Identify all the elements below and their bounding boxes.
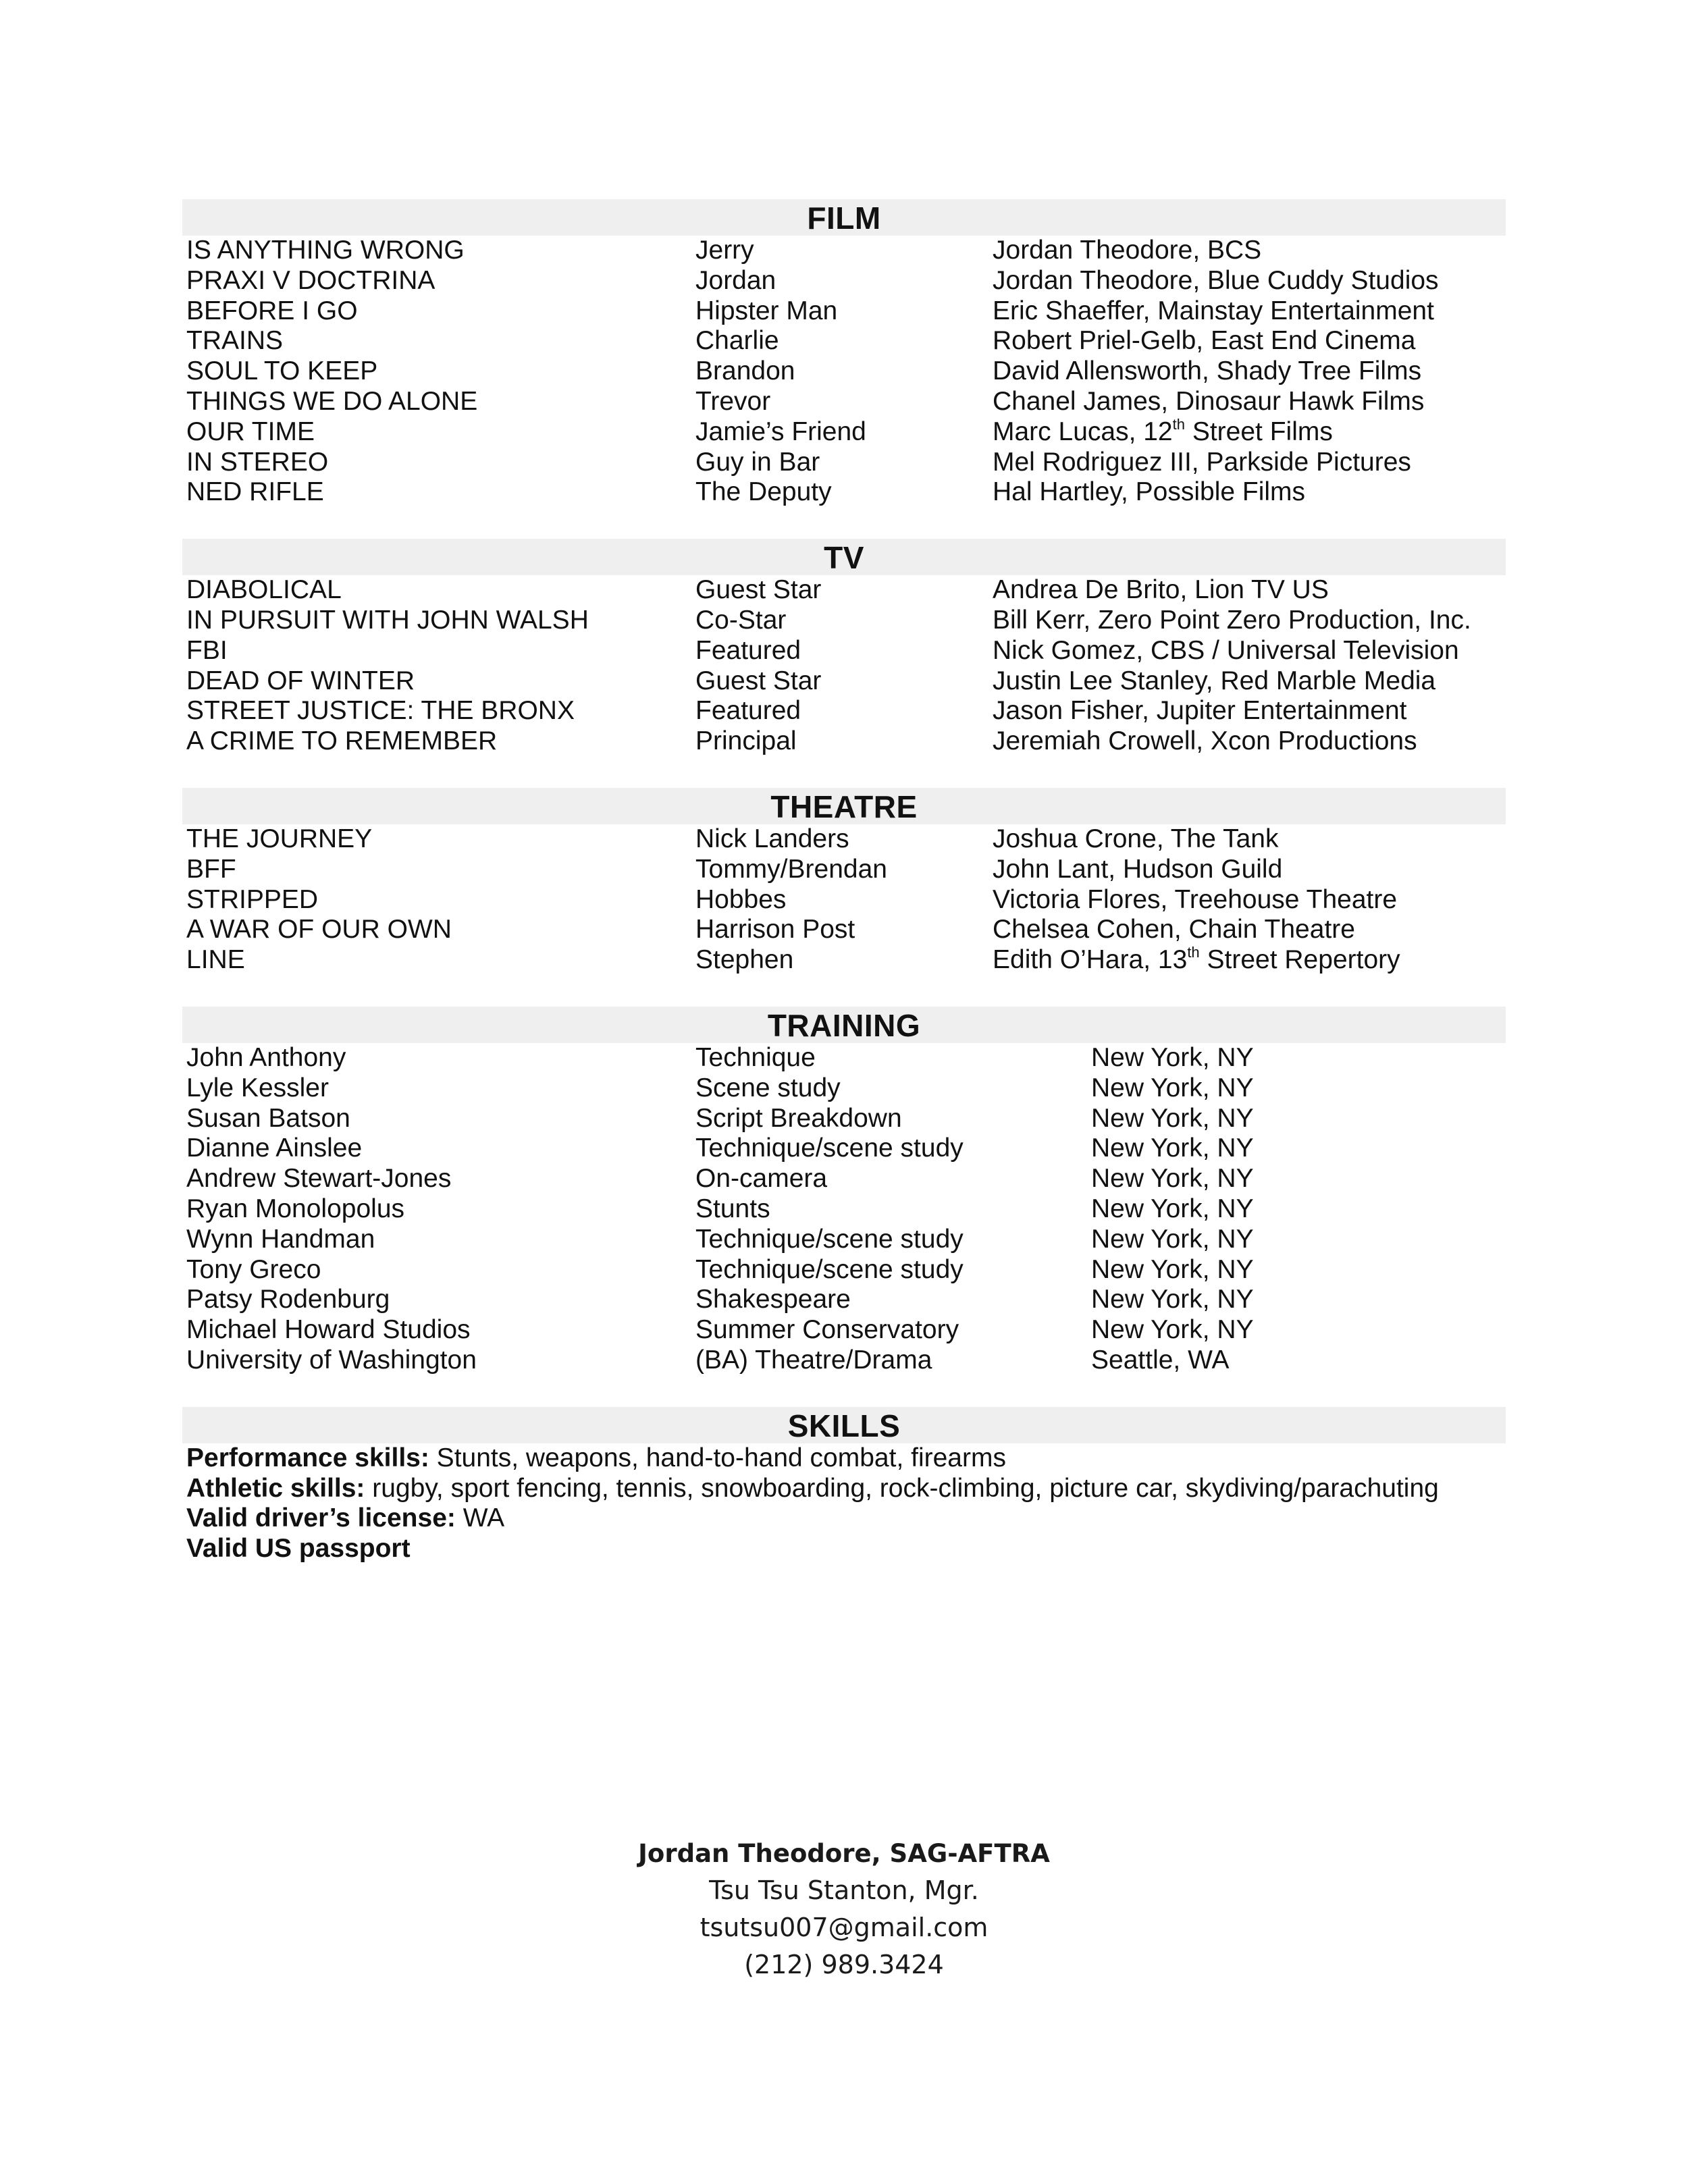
film-section [182,199,1506,508]
training-header: TRAINING [182,1007,1506,1043]
skills-header: SKILLS [182,1407,1506,1443]
training-row [186,1134,1506,1164]
credit-title: IS ANYTHING WRONG [186,236,465,265]
credit-row [186,606,1506,636]
actor-name: Jordan Theodore, SAG-AFTRA [638,1839,1050,1868]
credit-role: Jerry [695,236,754,265]
training-location: New York, NY [1091,1134,1254,1163]
credit-role: Harrison Post [695,915,855,944]
training-row [186,1073,1506,1104]
credit-row [186,885,1506,915]
film-header: FILM [182,199,1506,236]
credit-row [186,915,1506,945]
training-teacher: Susan Batson [186,1103,350,1133]
credit-company: Bill Kerr, Zero Point Zero Production, Inc. [993,605,1471,635]
credit-company-part: Street Films [1184,417,1333,446]
credit-title: IN STEREO [186,447,329,477]
credit-title: STREET JUSTICE: THE BRONX [186,696,575,726]
training-teacher: Patsy Rodenburg [186,1285,390,1314]
training-subject: Technique/scene study [695,1254,964,1284]
credit-title: SOUL TO KEEP [186,356,378,386]
tv-header: TV [182,539,1506,575]
training-location: Seattle, WA [1091,1345,1230,1375]
credit-role: Hipster Man [695,296,838,325]
credit-company: Victoria Flores, Treehouse Theatre [993,884,1398,914]
credit-row [186,945,1506,976]
training-location: New York, NY [1091,1224,1254,1254]
credit-company: Jordan Theodore, Blue Cuddy Studios [993,265,1439,295]
contact-email[interactable]: tsutsu007@gmail.com [700,1913,988,1942]
credit-row [186,666,1506,697]
credit-row [186,236,1506,266]
credit-company-part: Edith O’Hara, 13 [993,945,1188,975]
credit-row [186,296,1506,327]
skill-value: Stunts, weapons, hand-to-hand combat, firearms [429,1443,1006,1472]
credit-row [186,696,1506,726]
credit-title: A WAR OF OUR OWN [186,915,452,944]
training-subject: Technique/scene study [695,1134,964,1163]
credit-row [186,477,1506,508]
credit-title: THE JOURNEY [186,824,373,853]
credit-company: Robert Priel-Gelb, East End Cinema [993,326,1416,356]
credit-role: Hobbes [695,884,787,914]
training-teacher: Andrew Stewart-Jones [186,1164,452,1194]
credit-role: Featured [695,696,801,726]
training-location: New York, NY [1091,1042,1254,1072]
credit-title: PRAXI V DOCTRINA [186,265,436,295]
training-row [186,1104,1506,1134]
credit-row [186,824,1506,855]
credit-company [993,417,1506,448]
credit-company: Justin Lee Stanley, Red Marble Media [993,666,1436,695]
credit-company: Mel Rodriguez III, Parkside Pictures [993,447,1411,477]
credit-role: Brandon [695,356,795,386]
credit-role: Principal [695,726,797,756]
contact-phone[interactable]: (212) 989.3424 [744,1950,944,1979]
credit-company-part: Marc Lucas, 12 [993,417,1173,446]
training-location: New York, NY [1091,1254,1254,1284]
skill-line [186,1503,1506,1534]
tv-section [182,539,1506,757]
training-teacher: Ryan Monolopolus [186,1194,405,1223]
credit-role: Guest Star [695,575,822,605]
skill-label: Athletic skills: [186,1473,365,1503]
credit-company: Jordan Theodore, BCS [993,236,1262,265]
credit-company: Eric Shaeffer, Mainstay Entertainment [993,296,1434,325]
credit-row [186,636,1506,666]
credit-role: Guy in Bar [695,447,820,477]
credit-title: FBI [186,635,228,665]
training-location: New York, NY [1091,1103,1254,1133]
skill-line [186,1443,1506,1474]
training-subject: Technique [695,1042,816,1072]
theatre-section [182,788,1506,976]
credit-role: Co-Star [695,605,787,635]
skill-label: Valid driver’s license: [186,1503,456,1533]
credit-company: Chanel James, Dinosaur Hawk Films [993,386,1425,416]
credit-title: THINGS WE DO ALONE [186,386,478,416]
credit-title: OUR TIME [186,417,315,446]
training-subject: Script Breakdown [695,1103,902,1133]
training-teacher: John Anthony [186,1042,346,1072]
credit-role: Guest Star [695,666,822,695]
credit-row [186,448,1506,478]
training-row [186,1194,1506,1225]
credit-role: Nick Landers [695,824,849,853]
skill-label: Valid US passport [186,1534,411,1564]
training-subject: On-camera [695,1164,828,1194]
training-subject: Technique/scene study [695,1224,964,1254]
credit-role: Tommy/Brendan [695,854,887,884]
credit-company: Jason Fisher, Jupiter Entertainment [993,696,1407,726]
credit-title: BFF [186,854,236,884]
skill-value: WA [455,1503,505,1533]
credit-role: Jamie’s Friend [695,417,866,446]
training-location: New York, NY [1091,1164,1254,1194]
credit-company [993,945,1506,976]
credit-company: Chelsea Cohen, Chain Theatre [993,915,1355,944]
credit-title: BEFORE I GO [186,296,358,325]
credit-row [186,326,1506,356]
theatre-header: THEATRE [182,788,1506,824]
credit-title: STRIPPED [186,884,319,914]
credit-role: Charlie [695,326,779,356]
training-row [186,1346,1506,1376]
training-location: New York, NY [1091,1285,1254,1314]
credit-title: IN PURSUIT WITH JOHN WALSH [186,605,589,635]
credit-company: John Lant, Hudson Guild [993,854,1283,884]
resume-page [182,199,1506,1595]
training-subject: (BA) Theatre/Drama [695,1345,932,1375]
training-location: New York, NY [1091,1073,1254,1102]
credit-role: The Deputy [695,477,832,507]
training-subject: Stunts [695,1194,770,1223]
training-teacher: Michael Howard Studios [186,1315,471,1345]
contact-block [0,1835,1688,1983]
skill-value: rugby, sport fencing, tennis, snowboarding, rock-climbing, picture car, skydiving/parachuting [365,1473,1439,1503]
training-subject: Summer Conservatory [695,1315,959,1345]
manager-name: Tsu Tsu Stanton, Mgr. [709,1875,979,1905]
credit-row [186,266,1506,296]
training-subject: Scene study [695,1073,841,1102]
credit-title: A CRIME TO REMEMBER [186,726,498,756]
training-location: New York, NY [1091,1194,1254,1223]
credit-title: LINE [186,945,245,975]
training-teacher: Dianne Ainslee [186,1134,363,1163]
credit-title: DEAD OF WINTER [186,666,415,695]
credit-company-part: Street Repertory [1199,945,1400,975]
training-subject: Shakespeare [695,1285,851,1314]
skill-line [186,1534,1506,1564]
credit-company: Jeremiah Crowell, Xcon Productions [993,726,1417,756]
credit-title: TRAINS [186,326,284,356]
credit-company: Hal Hartley, Possible Films [993,477,1306,507]
credit-role: Stephen [695,945,794,975]
training-location: New York, NY [1091,1315,1254,1345]
credit-company: Nick Gomez, CBS / Universal Television [993,635,1459,665]
credit-role: Trevor [695,386,771,416]
training-teacher: Tony Greco [186,1254,321,1284]
credit-company: David Allensworth, Shady Tree Films [993,356,1422,386]
credit-role: Featured [695,635,801,665]
training-teacher: Wynn Handman [186,1224,375,1254]
training-row [186,1043,1506,1073]
credit-row [186,417,1506,448]
credit-row [186,726,1506,757]
credit-title: DIABOLICAL [186,575,342,605]
credit-title: NED RIFLE [186,477,324,507]
skill-line [186,1474,1506,1504]
training-teacher: University of Washington [186,1345,477,1375]
credit-company: Andrea De Brito, Lion TV US [993,575,1329,605]
credit-row [186,855,1506,885]
training-teacher: Lyle Kessler [186,1073,329,1102]
credit-role: Jordan [695,265,776,295]
ordinal-suffix: th [1172,415,1185,433]
credit-row [186,387,1506,417]
credit-row [186,356,1506,387]
ordinal-suffix: th [1187,944,1200,961]
skills-section [182,1407,1506,1564]
skill-label: Performance skills: [186,1443,429,1472]
training-row [186,1315,1506,1346]
training-row [186,1255,1506,1285]
credit-row [186,575,1506,606]
credit-company: Joshua Crone, The Tank [993,824,1279,853]
training-row [186,1285,1506,1315]
training-row [186,1164,1506,1194]
training-section [182,1007,1506,1376]
training-row [186,1225,1506,1255]
